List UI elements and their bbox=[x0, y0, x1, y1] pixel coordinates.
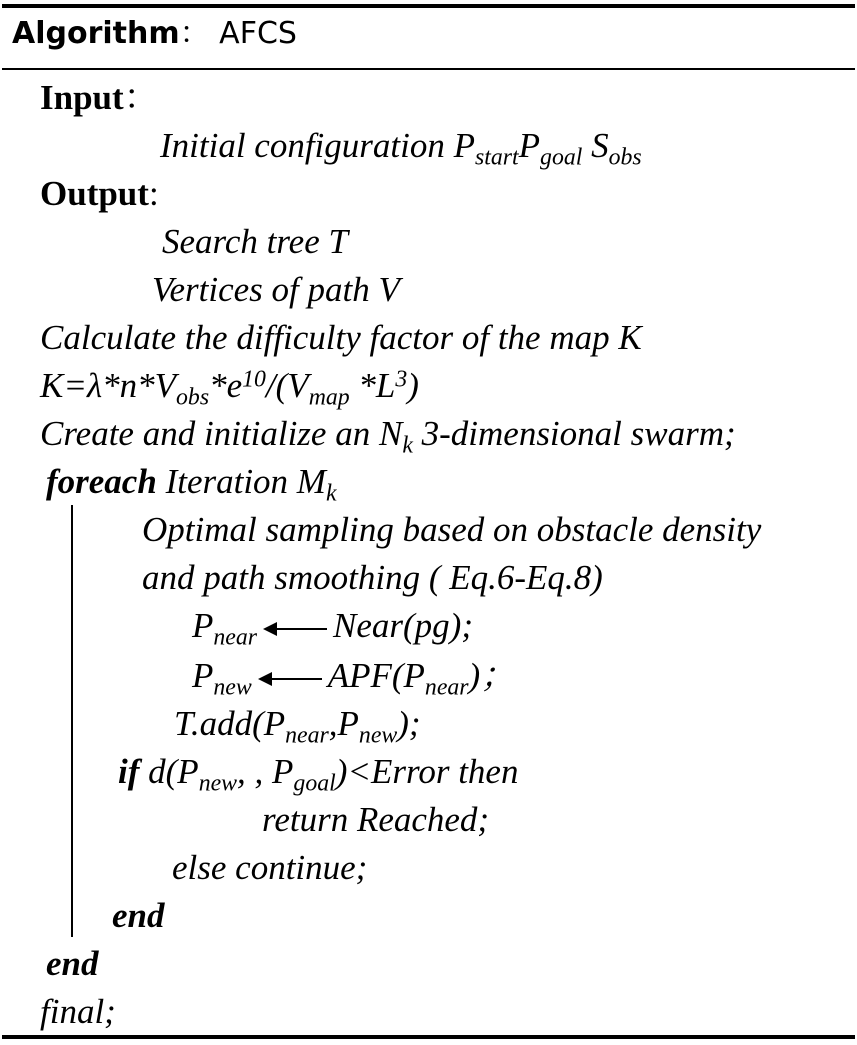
input-configuration: Initial configuration $P_{start}P_{goal}$ $S_{obs}$ bbox=[160, 126, 642, 171]
bottom-rule bbox=[2, 1035, 855, 1039]
return-line: return Reached; bbox=[262, 800, 490, 839]
input-line bbox=[40, 76, 159, 120]
else-line: else continue; bbox=[172, 848, 368, 887]
sampling-line-2: and path smoothing ( Eq.6-Eq.8) bbox=[142, 558, 603, 597]
create-swarm-line: Create and initialize an $N_k$ 3-dimensional swarm; bbox=[40, 414, 736, 459]
header-separator: ： bbox=[179, 16, 210, 51]
input-label: Input bbox=[40, 78, 124, 117]
left-arrow-icon bbox=[258, 669, 322, 689]
if-keyword: if bbox=[118, 752, 140, 791]
loop-block-bar bbox=[71, 505, 73, 937]
if-line: if $d(P_{new}$, , $P_{goal})<Error$ then bbox=[118, 752, 519, 797]
foreach-line: foreach Iteration $M_k$ bbox=[46, 462, 337, 507]
output-line bbox=[40, 172, 159, 216]
near-assignment: $P_{near}$ Near(pg); bbox=[192, 606, 473, 651]
header-rule bbox=[2, 68, 855, 70]
algorithm-header bbox=[12, 16, 297, 52]
top-rule bbox=[2, 4, 855, 8]
calc-difficulty-line: Calculate the difficulty factor of the map K bbox=[40, 318, 642, 357]
input-separator: ： bbox=[123, 78, 159, 117]
algorithm-name: AFCS bbox=[219, 16, 297, 51]
end-outer: end bbox=[46, 944, 99, 983]
left-arrow-icon bbox=[263, 619, 327, 639]
algorithm-label: Algorithm bbox=[12, 16, 180, 51]
output-vertices: Vertices of path V bbox=[152, 270, 400, 309]
output-separator: : bbox=[148, 174, 159, 213]
end-inner: end bbox=[112, 896, 165, 935]
output-search-tree: Search tree T bbox=[162, 222, 348, 261]
difficulty-formula: $K=\lambda*n*V_{obs}*e^{10}/(V_{map}$ $*L^3$) bbox=[40, 366, 419, 411]
final-line: final; bbox=[40, 992, 116, 1031]
output-label: Output bbox=[40, 174, 149, 213]
new-assignment: $P_{new}$ $APF(P_{near})$； bbox=[192, 656, 516, 701]
sampling-line-1: Optimal sampling based on obstacle density bbox=[142, 510, 762, 549]
foreach-keyword: foreach bbox=[46, 462, 157, 501]
tree-add-line: $T.add(P_{near},P_{new})$; bbox=[174, 704, 421, 749]
